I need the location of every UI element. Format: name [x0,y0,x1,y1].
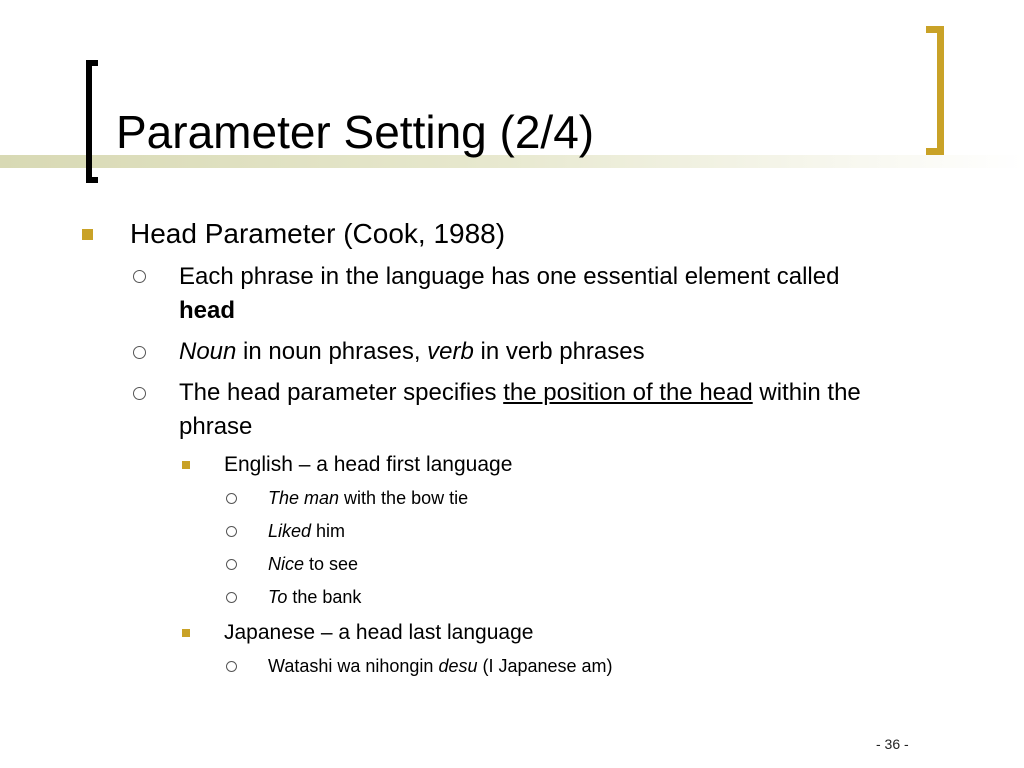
example-nice [268,552,358,576]
position-underlined: the position of the head [503,379,753,406]
circle-bullet-icon [226,661,237,672]
square-bullet-icon [182,461,190,469]
circle-bullet-icon [133,270,146,283]
specifies-text: The head parameter specifies [179,379,504,406]
example-text: Watashi wa nihongin [268,656,439,676]
example-italic: Nice [268,554,305,574]
example-the-man [268,486,468,510]
bullet-text: Each phrase in the language has one essential element called [179,263,840,290]
example-rest: to see [304,554,359,574]
circle-bullet-icon [226,493,237,504]
circle-bullet-icon [133,387,146,400]
page-number: - 36 - [876,736,909,752]
right-bracket-decoration [926,26,944,155]
example-rest: (I Japanese am) [477,656,613,676]
square-bullet-icon [82,229,93,240]
verb-italic: verb [427,338,474,365]
english-heading: English – a head first language [224,453,513,476]
verb-phrases-text: in verb phrases [473,338,645,365]
example-italic: desu [438,656,478,676]
slide-title: Parameter Setting (2/4) [116,106,595,158]
bullet-phrase-continuation: phrase [179,413,253,440]
circle-bullet-icon [226,592,237,603]
example-watashi [268,654,613,678]
left-bracket-decoration [86,60,98,183]
japanese-heading: Japanese – a head last language [224,621,534,644]
example-italic: To [268,587,288,607]
example-to [268,585,361,609]
circle-bullet-icon [226,526,237,537]
example-italic: The man [268,488,340,508]
noun-phrases-text: in noun phrases, [236,338,428,365]
square-bullet-icon [182,629,190,637]
bullet-noun-verb [179,335,645,369]
example-rest: with the bow tie [339,488,469,508]
noun-italic: Noun [179,338,237,365]
bullet-phrase-essential [179,260,839,294]
circle-bullet-icon [133,346,146,359]
example-rest: the bank [287,587,362,607]
example-rest: him [311,521,346,541]
example-italic: Liked [268,521,312,541]
within-text: within the [752,379,861,406]
example-liked [268,519,345,543]
circle-bullet-icon [226,559,237,570]
bullet-head-parameter: Head Parameter (Cook, 1988) [130,218,506,249]
bullet-head-bold: head [179,297,236,324]
bullet-head-position [179,376,861,410]
